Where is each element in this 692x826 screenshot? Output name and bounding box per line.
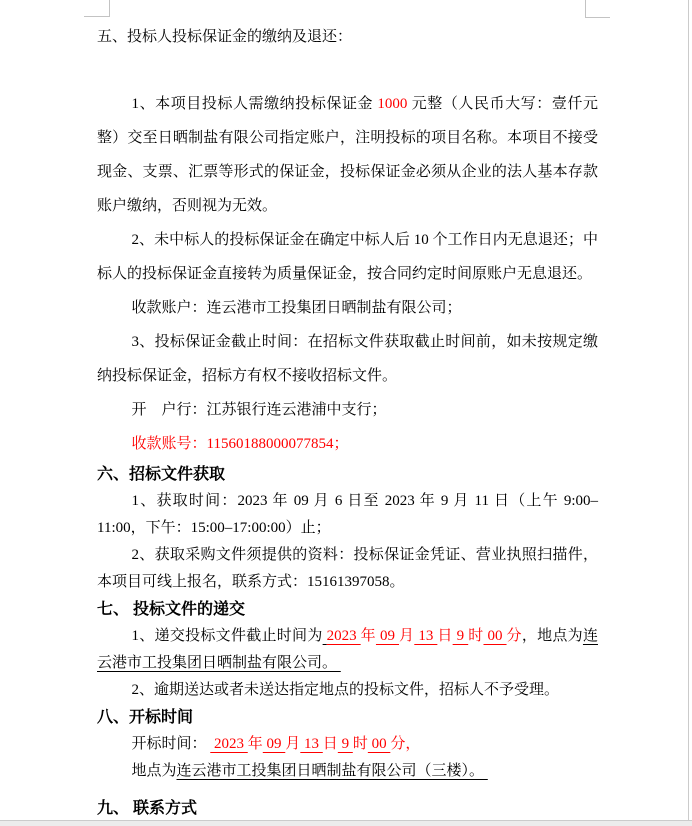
highlighted-text-segment: 2023 <box>210 736 248 752</box>
heading-section-5: 五、投标人投标保证金的缴纳及退还： <box>97 29 353 45</box>
paragraph <box>97 87 598 223</box>
text-segment: 连云港市工投集团日晒制盐有限公司（三楼）。 <box>176 763 488 779</box>
paragraph <box>97 758 598 785</box>
highlighted-text-segment: 年 <box>247 736 263 752</box>
section-6 <box>97 461 598 596</box>
highlighted-text-segment: 00 <box>367 736 391 752</box>
page-bottom-edge <box>0 820 692 826</box>
highlighted-text-segment: 年 <box>360 628 376 644</box>
page-right-edge <box>688 0 689 826</box>
text-boundary-mark-top-right-icon <box>585 0 610 18</box>
highlighted-text-segment: 时 <box>352 736 368 752</box>
text-segment: 3、投标保证金截止时间：在招标文件获取截止时间前，如未按规定缴纳投标保证金，招标方有权不接收招标文件。 <box>97 334 598 384</box>
highlighted-text-segment: 月 <box>285 736 301 752</box>
paragraph <box>97 677 598 704</box>
highlighted-text-segment: 09 <box>375 628 400 644</box>
text-segment: 开标时间： <box>131 736 211 752</box>
text-segment: 收款账户：连云港市工投集团日晒制盐有限公司； <box>131 300 462 316</box>
highlighted-text-segment: 收款账号：11560188000077854； <box>131 436 349 452</box>
highlighted-text-segment: 分 <box>506 628 522 644</box>
section-9 <box>97 795 598 822</box>
text-segment: 2、逾期送达或者未送达指定地点的投标文件，招标人不予受理。 <box>131 682 560 698</box>
text-segment: 元整（人民币大写：壹仟元整）交至日晒制盐有限公司指定账户，注明投标的项目名称。本项目不接受现金、支票、汇票等形式的保证金，投标保证金必须从企业的法人基本存款账户缴纳，否则视为无效。 <box>97 96 598 214</box>
paragraph <box>97 542 598 596</box>
document-content[interactable] <box>97 20 598 822</box>
text-segment: 2、未中标人的投标保证金在确定中标人后 10 个工作日内无息退还；中标人的投标保证金直接转为质量保证金，按合同约定时间原账户无息退还。 <box>97 232 598 282</box>
highlighted-text-segment: 2023 <box>326 628 361 644</box>
highlighted-text-segment: 月 <box>399 628 415 644</box>
paragraph <box>97 291 598 325</box>
highlighted-text-segment: 13 <box>300 736 323 752</box>
paragraph <box>97 325 598 393</box>
text-segment: 2、获取采购文件须提供的资料：投标保证金凭证、营业执照扫描件，本项目可线上报名，联系方式：15161397058。 <box>97 547 598 590</box>
section-5 <box>97 20 598 461</box>
paragraph <box>97 488 598 542</box>
text-segment: 开 户行：江苏银行连云港浦中支行； <box>131 402 387 418</box>
text-segment: 1、递交投标文件截止时间为 <box>131 628 323 644</box>
heading-section-7: 七、 投标文件的递交 <box>97 601 246 618</box>
text-segment: 1、获取时间：2023 年 09 月 6 日至 2023 年 9 月 11 日（上午 9:00–11:00，下午：15:00–17:00:00）止； <box>97 493 598 536</box>
highlighted-text-segment: 日 <box>437 628 453 644</box>
highlighted-text-segment: 分， <box>390 736 421 752</box>
text-segment: 1、本项目投标人需缴纳投标保证金 <box>131 96 378 112</box>
highlighted-text-segment: 1000 <box>377 96 408 112</box>
paragraph <box>97 623 598 677</box>
highlighted-text-segment: 00 <box>483 628 507 644</box>
section-8 <box>97 704 598 785</box>
highlighted-text-segment: 13 <box>414 628 438 644</box>
paragraph <box>97 393 598 427</box>
text-boundary-mark-top-left-icon <box>84 0 110 17</box>
highlighted-text-segment: 9 <box>337 736 353 752</box>
paragraph <box>97 731 598 758</box>
text-segment: 连云港市工投集团日晒制盐有限公司。 <box>97 628 598 671</box>
paragraph <box>97 223 598 291</box>
text-segment: ，地点为 <box>521 628 583 644</box>
paragraph <box>97 427 598 461</box>
heading-section-6: 六、招标文件获取 <box>97 466 226 483</box>
highlighted-text-segment: 日 <box>322 736 338 752</box>
heading-section-9: 九、 联系方式 <box>97 800 198 817</box>
highlighted-text-segment: 时 <box>468 628 484 644</box>
section-7 <box>97 596 598 704</box>
highlighted-text-segment: 9 <box>452 628 469 644</box>
heading-section-8: 八、开标时间 <box>97 709 194 726</box>
text-segment: 地点为 <box>131 763 177 779</box>
highlighted-text-segment: 09 <box>262 736 286 752</box>
